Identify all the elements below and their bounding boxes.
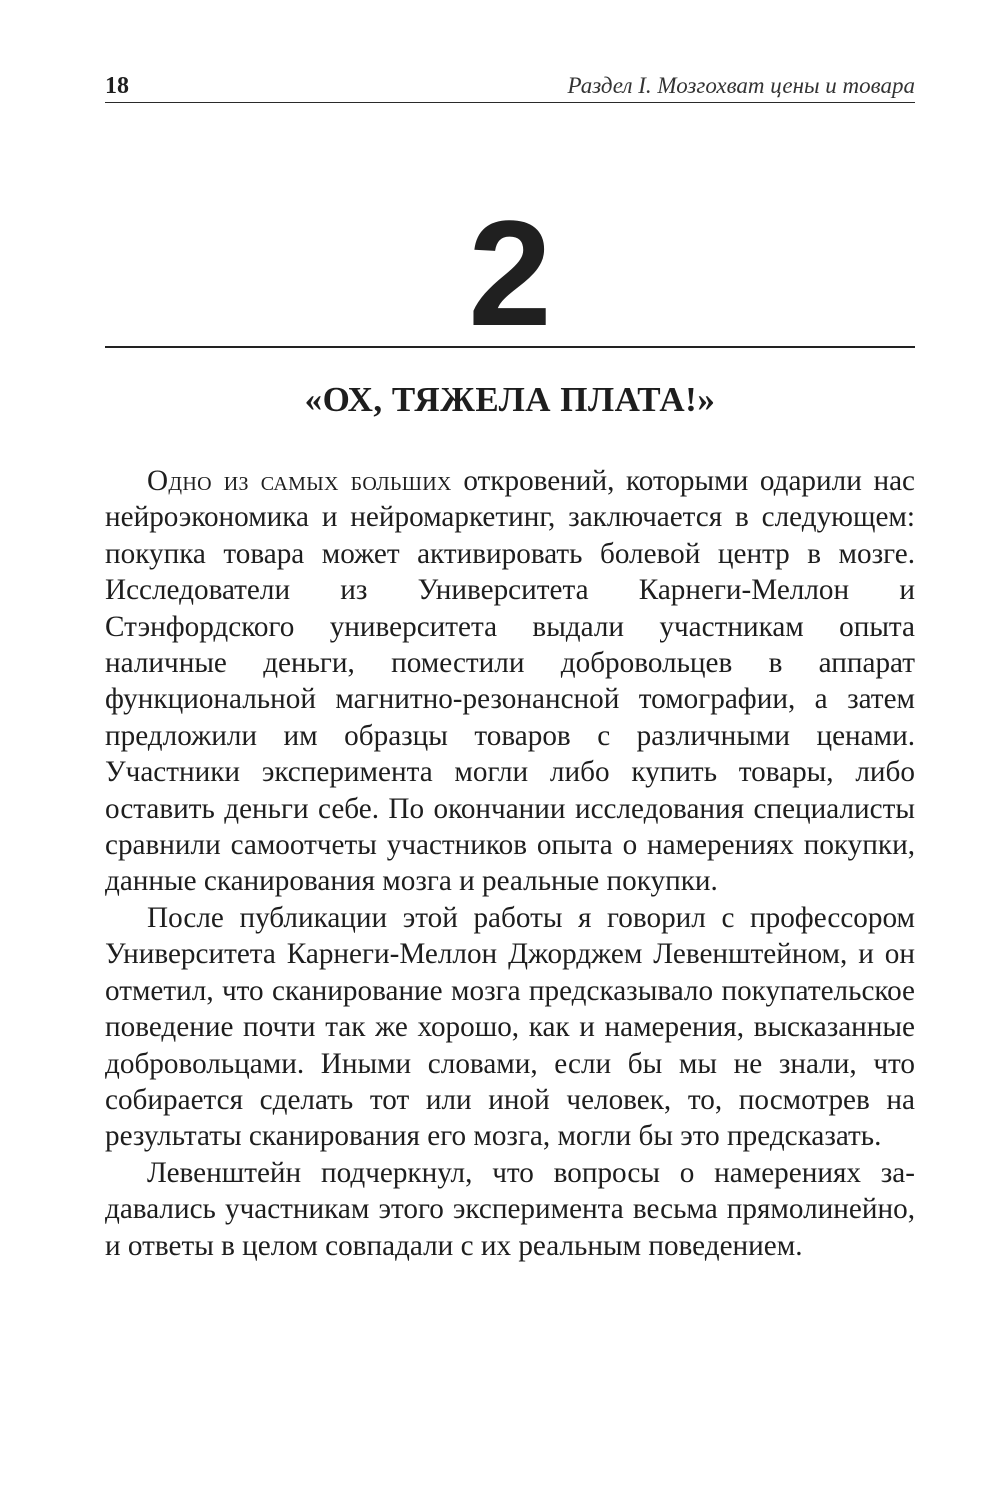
page-number: 18 bbox=[105, 73, 129, 99]
body-text bbox=[105, 463, 915, 1264]
paragraph-1-lead: Одно из самых больших bbox=[147, 465, 452, 497]
paragraph-3: Левенштейн подчеркнул, что вопросы о намерениях задавались участникам этого эксперимента весьма прямолинейно, и ответы в целом совпадали с их реальным поведением. bbox=[105, 1156, 915, 1262]
paragraph-1-text: откровений, которыми одарили нас нейроэкономика и нейромаркетинг, заключается в следующем: покупка товара может активировать болевой центр в мозге. Исследователи из Университета Карнеги-Меллон и Стэнфордского университета выдали участникам опыта наличные деньги, поместили добровольцев в аппарат функциональной магнитно-резонансной томографии, а затем предложили им образцы товаров с различными ценами. Участники эксперимента могли либо купить товары, либо оставить деньги себе. По окончании исследования специалисты сравнили самоотчеты участников опыта о намерениях покупки, данные сканирования мозга и реальные покупки. bbox=[105, 465, 915, 898]
paragraph-2: После публикации этой работы я говорил с профессором Университета Карнеги-Меллон Джорджем Левенштейном, и он отметил, что сканирование мозга предсказывало покупательское поведение почти так же хорошо, как и намерения, высказанные добровольцами. Иными словами, если бы мы не знали, что собирается сделать тот или иной человек, то, посмотрев на результаты сканирования его мозга, могли бы это предсказать. bbox=[105, 901, 915, 1153]
section-title: Раздел I. Мозгохват цены и товара bbox=[567, 73, 915, 98]
running-header bbox=[105, 70, 915, 103]
chapter-number: 2 bbox=[468, 189, 552, 357]
paragraph-1 bbox=[105, 463, 915, 900]
chapter-title: «ОХ, ТЯЖЕЛА ПЛАТА!» bbox=[304, 380, 716, 419]
chapter-divider bbox=[105, 346, 915, 348]
